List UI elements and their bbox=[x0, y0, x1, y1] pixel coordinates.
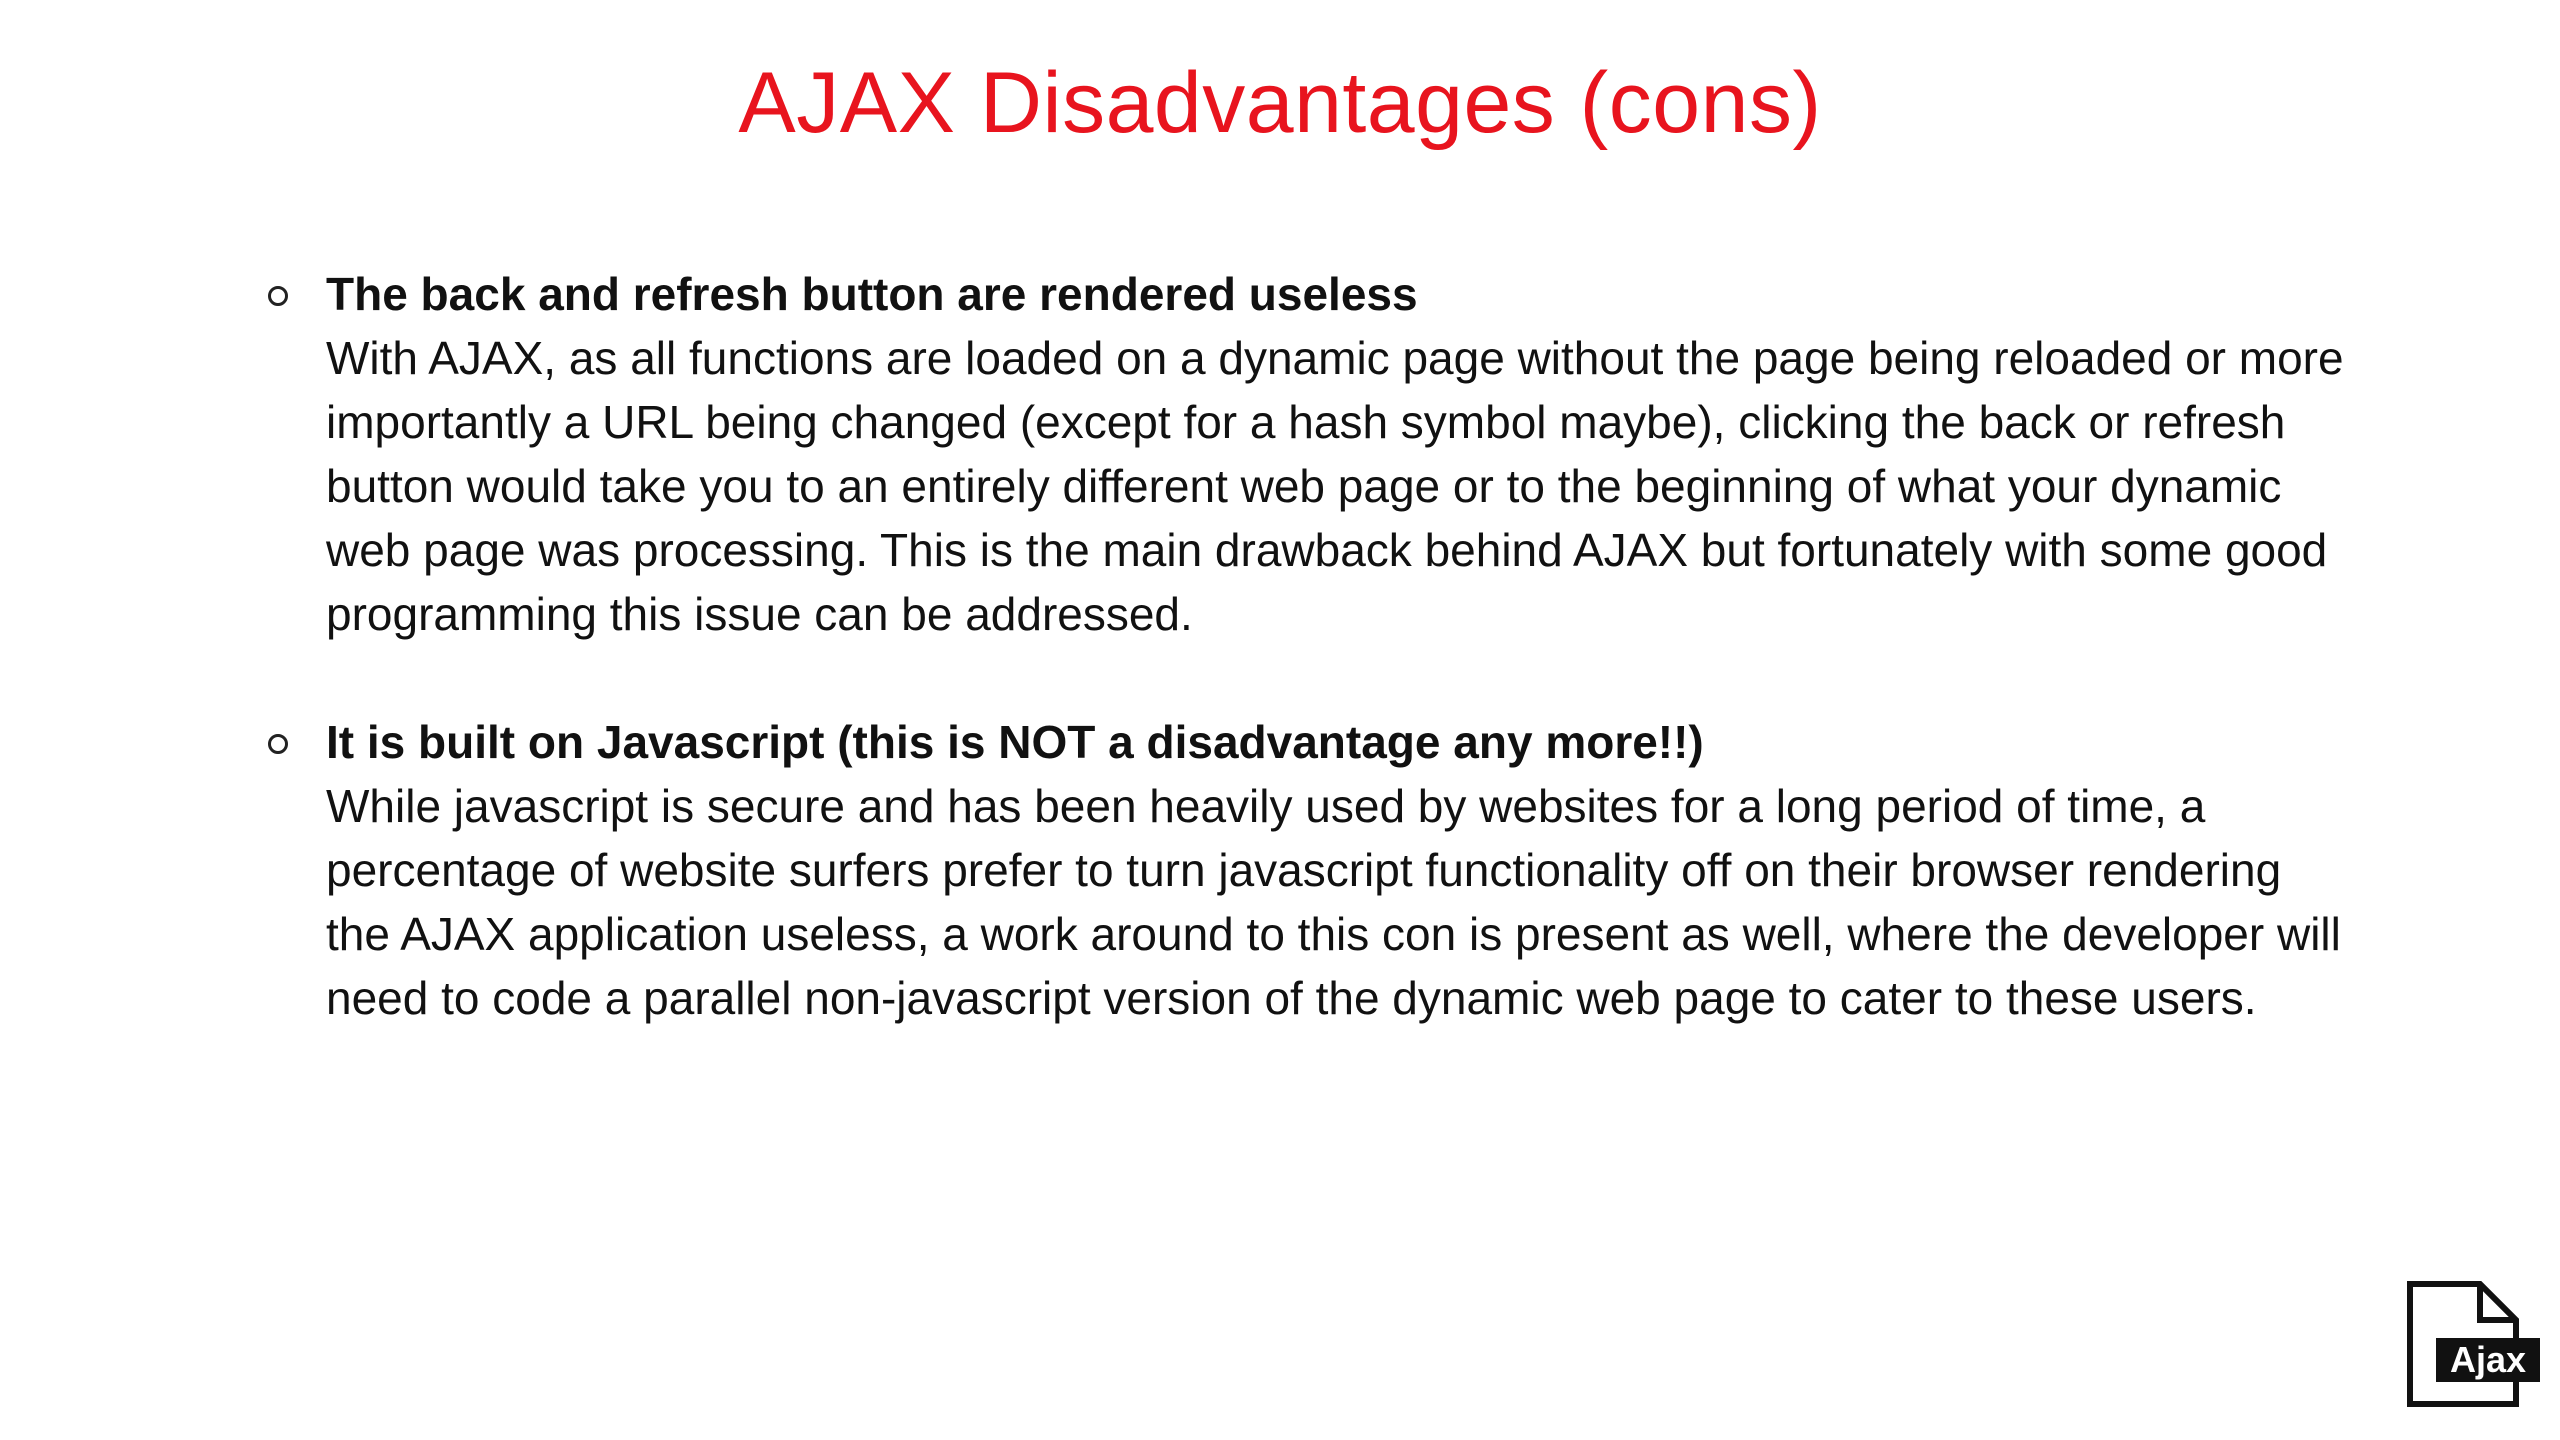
bullet-body: With AJAX, as all functions are loaded on a dynamic page without the page being reloaded or more importantly a URL being changed (except for a hash symbol maybe), clicking the back or refresh button would take you to an entirely different web page or to the beginning of what your dynamic web page was processing. This is the main drawback behind AJAX but fortunately with some good programming this issue can be addressed. bbox=[326, 332, 2344, 640]
list-item bbox=[266, 262, 2346, 646]
bullet-body: While javascript is secure and has been heavily used by websites for a long period of time, a percentage of website surfers prefer to turn javascript functionality off on their browser rendering the AJAX application useless, a work around to this con is present as well, where the developer will need to code a parallel non-javascript version of the dynamic web page to cater to these users. bbox=[326, 780, 2341, 1024]
slide-title: AJAX Disadvantages (cons) bbox=[738, 55, 1822, 151]
list-item bbox=[266, 710, 2346, 1030]
ajax-logo-label: Ajax bbox=[2436, 1338, 2540, 1382]
file-document-icon bbox=[2404, 1280, 2544, 1408]
hollow-circle-icon bbox=[268, 734, 288, 754]
bullet-heading: It is built on Javascript (this is NOT a disadvantage any more!!) bbox=[326, 716, 1704, 768]
hollow-circle-icon bbox=[268, 286, 288, 306]
bullet-heading: The back and refresh button are rendered useless bbox=[326, 268, 1418, 320]
bullet-list bbox=[266, 262, 2346, 1094]
